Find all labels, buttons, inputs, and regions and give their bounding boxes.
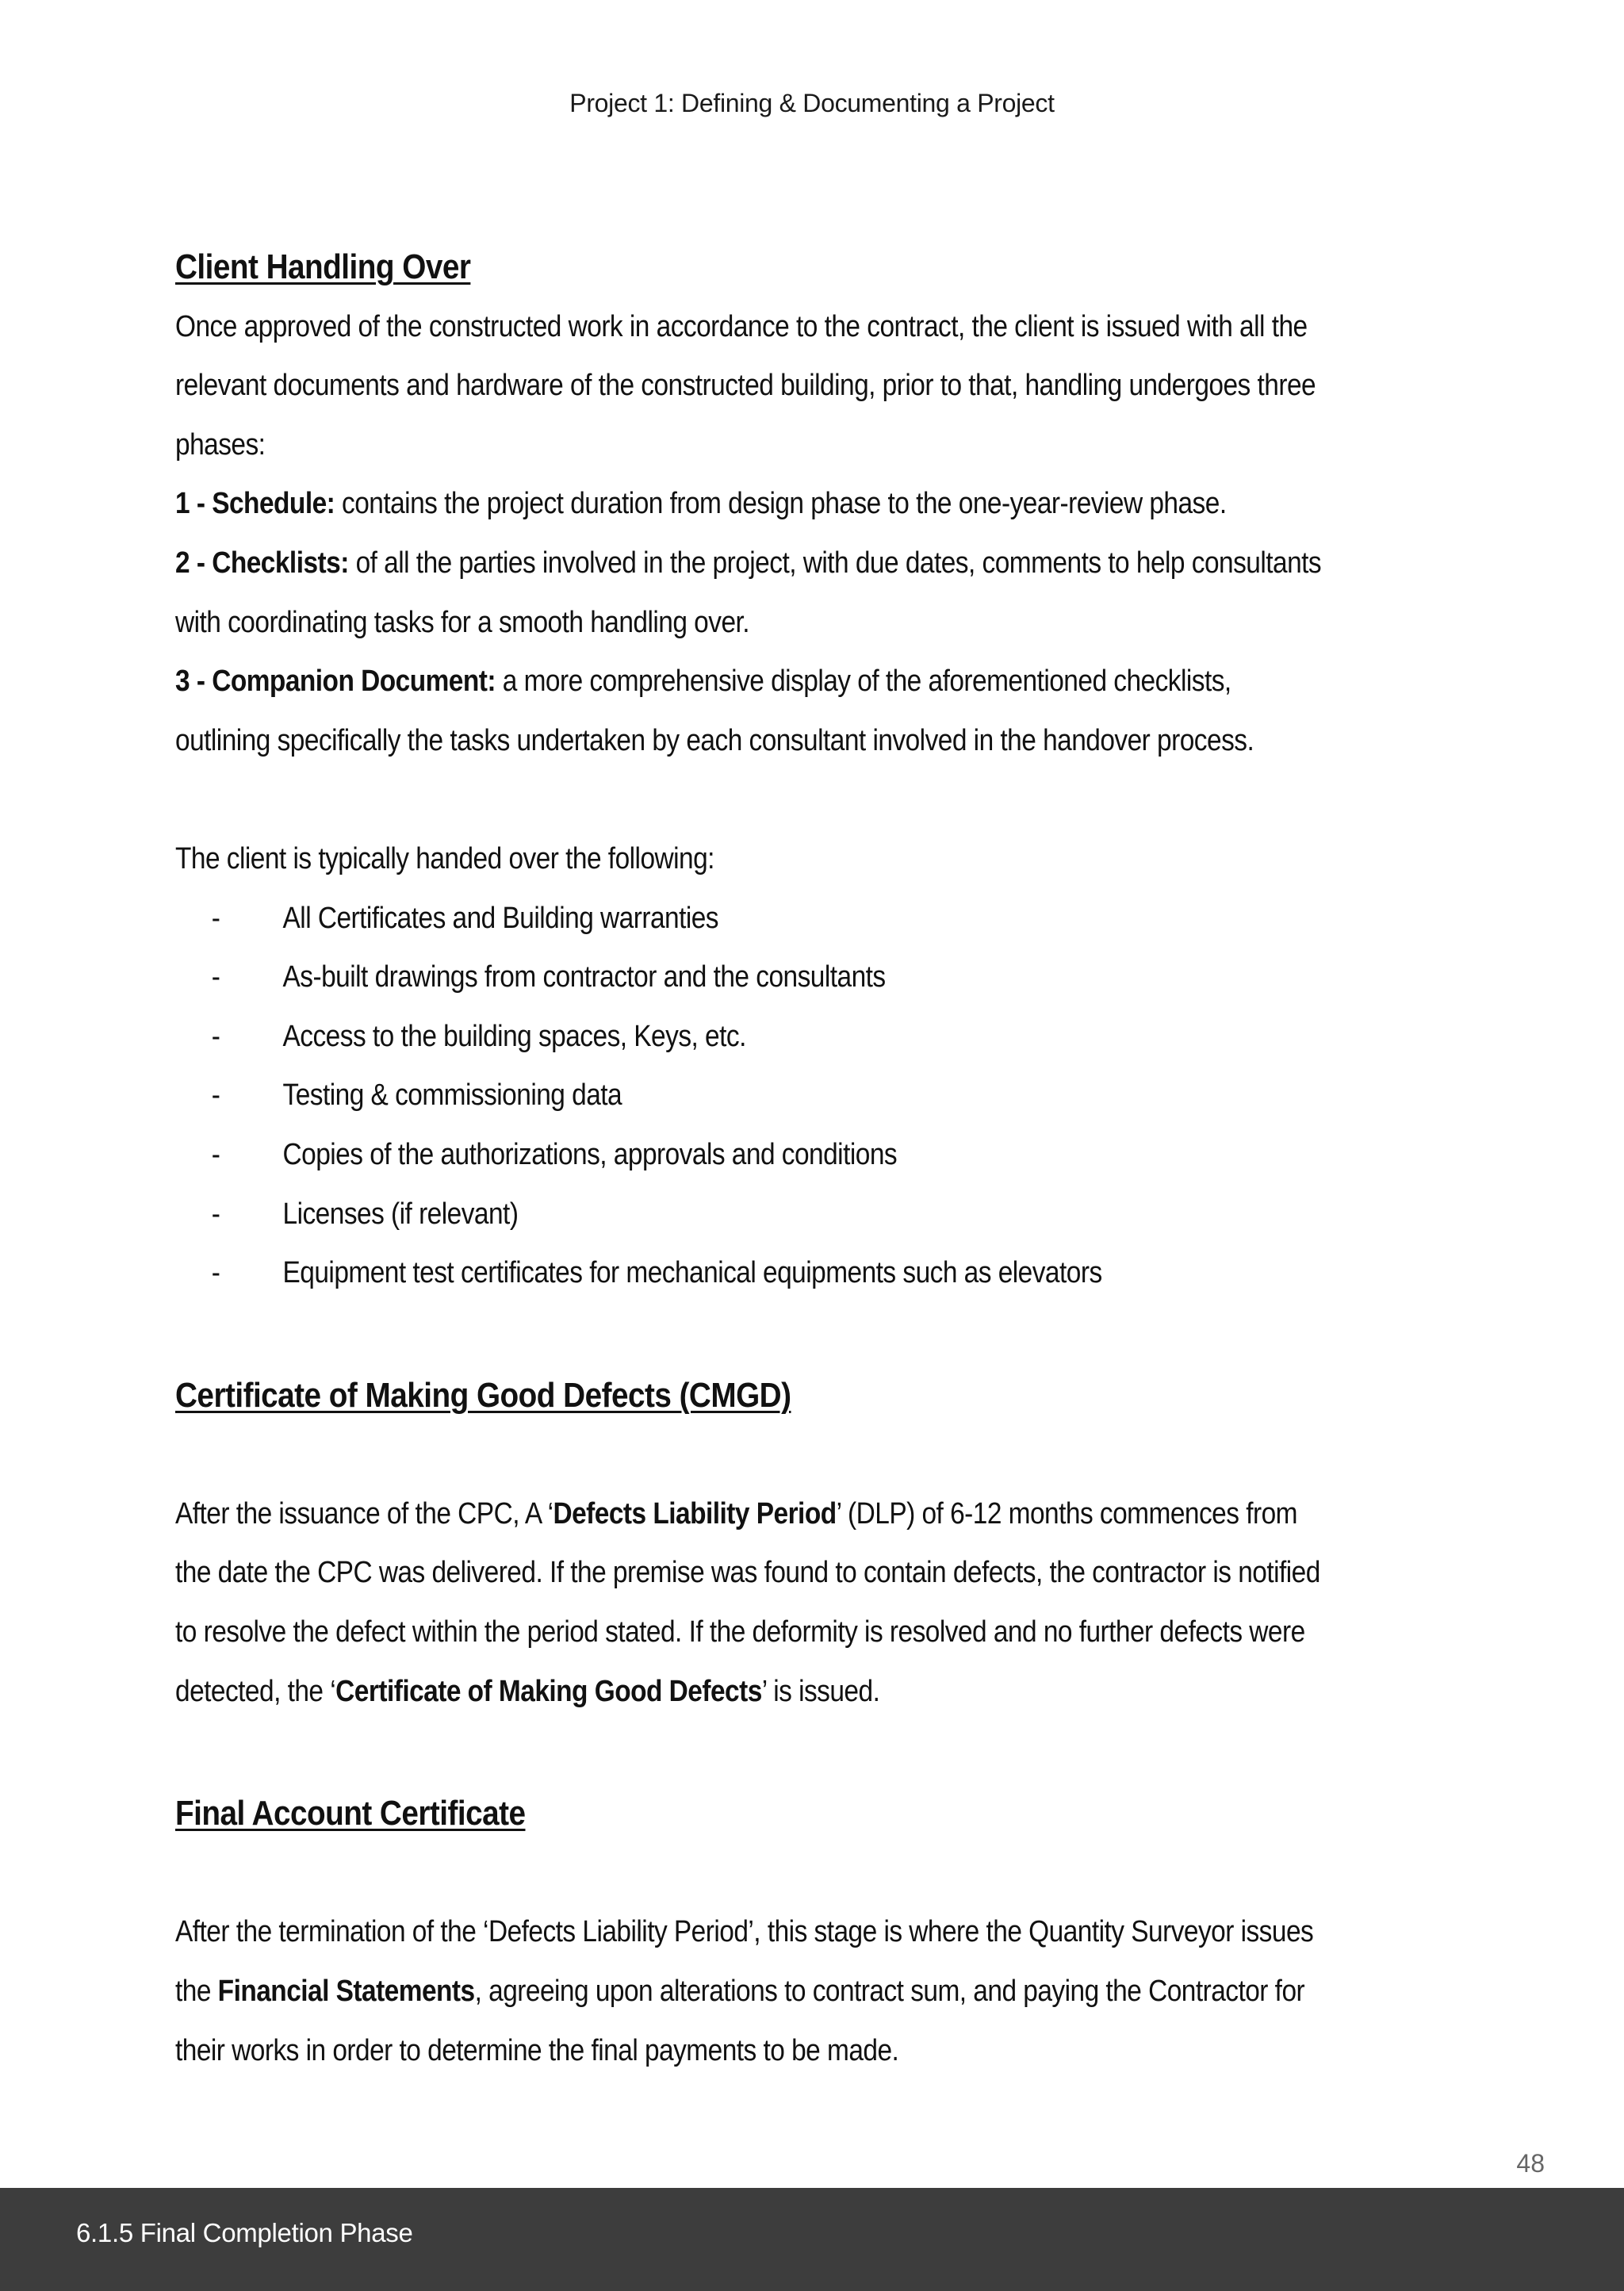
text-run: After the termination of the ‘Defects Liability Period’, this stage is where the Quantity Surveyor issues the (175, 1915, 1314, 2009)
cmgd-paragraph (175, 1485, 1327, 1721)
list-item (175, 1243, 1327, 1303)
bullet-dash: - (211, 1078, 220, 1113)
list-item (175, 1007, 1327, 1067)
spacer (175, 1425, 1327, 1485)
final-account-paragraph (175, 1902, 1327, 2080)
footer-bar (0, 2188, 1624, 2291)
bold-term: Certificate of Making Good Defects (335, 1674, 762, 1708)
page-content (175, 238, 1327, 2080)
client-handling-intro: Once approved of the constructed work in accordance to the contract, the client is issued with all the relevant documents and hardware of the constructed building, prior to that, handling undergoes three phases: (175, 309, 1316, 462)
list-item (175, 1125, 1327, 1185)
text-run: , agreeing upon alterations to contract sum, and paying the Contractor for their works in order to determine the final payments to be made. (175, 1975, 1305, 2067)
bullet-dash: - (211, 901, 220, 935)
section-title-cmgd: Certificate of Making Good Defects (CMGD) (175, 1375, 791, 1415)
list-item (175, 889, 1327, 948)
bullet-dash: - (211, 1137, 220, 1171)
bullet-dash: - (211, 1256, 220, 1290)
text-run: ’ is issued. (761, 1674, 880, 1708)
phase-label: 2 - Checklists: (175, 546, 349, 580)
phase-schedule (175, 474, 1327, 534)
list-item-text: As-built drawings from contractor and the consultants (282, 960, 886, 994)
handover-list-intro: The client is typically handed over the following: (175, 841, 714, 875)
bold-term: Financial Statements (217, 1975, 475, 2009)
phase-text: a more comprehensive display of the aforementioned checklists, outlining specifically the tasks undertaken by each consultant involved in the handover process. (175, 665, 1254, 757)
handover-list (175, 889, 1327, 1303)
spacer (175, 1721, 1327, 1784)
bullet-dash: - (211, 960, 220, 994)
section-title-final-account: Final Account Certificate (175, 1794, 526, 1833)
phase-label: 1 - Schedule: (175, 487, 335, 521)
text-run: ’ (DLP) of 6-12 months commences from the date the CPC was delivered. If the premise was found to contain defects, the contractor is notified to resolve the defect within the period stated. If the deformity is resolved and no further defects were detected, the ‘ (175, 1496, 1320, 1708)
list-item-text: Access to the building spaces, Keys, etc. (282, 1019, 746, 1053)
phase-text: contains the project duration from design phase to the one-year-review phase. (335, 487, 1227, 521)
list-item-text: Copies of the authorizations, approvals and conditions (282, 1137, 898, 1171)
footer-section-label: 6.1.5 Final Completion Phase (76, 2218, 413, 2247)
page-number: 48 (1516, 2149, 1545, 2178)
phase-companion-document (175, 652, 1327, 770)
spacer (175, 1303, 1327, 1366)
bullet-dash: - (211, 1197, 220, 1231)
spacer (175, 1844, 1327, 1903)
phase-checklists (175, 534, 1327, 652)
list-item (175, 948, 1327, 1007)
list-item-text: All Certificates and Building warranties (282, 901, 719, 935)
text-run: After the issuance of the CPC, A ‘ (175, 1496, 553, 1531)
list-item-text: Equipment test certificates for mechanical equipments such as elevators (282, 1256, 1102, 1290)
phase-text: of all the parties involved in the project, with due dates, comments to help consultants with coordinating tasks for a smooth handling over. (175, 546, 1322, 639)
list-item-text: Licenses (if relevant) (282, 1197, 519, 1231)
list-item (175, 1066, 1327, 1125)
running-header: Project 1: Defining & Documenting a Project (569, 89, 1055, 117)
phase-label: 3 - Companion Document: (175, 665, 496, 699)
section-title-client-handling: Client Handling Over (175, 247, 471, 286)
spacer (175, 770, 1327, 829)
bold-term: Defects Liability Period (553, 1496, 837, 1531)
list-item (175, 1185, 1327, 1244)
list-item-text: Testing & commissioning data (282, 1078, 622, 1113)
bullet-dash: - (211, 1019, 220, 1053)
